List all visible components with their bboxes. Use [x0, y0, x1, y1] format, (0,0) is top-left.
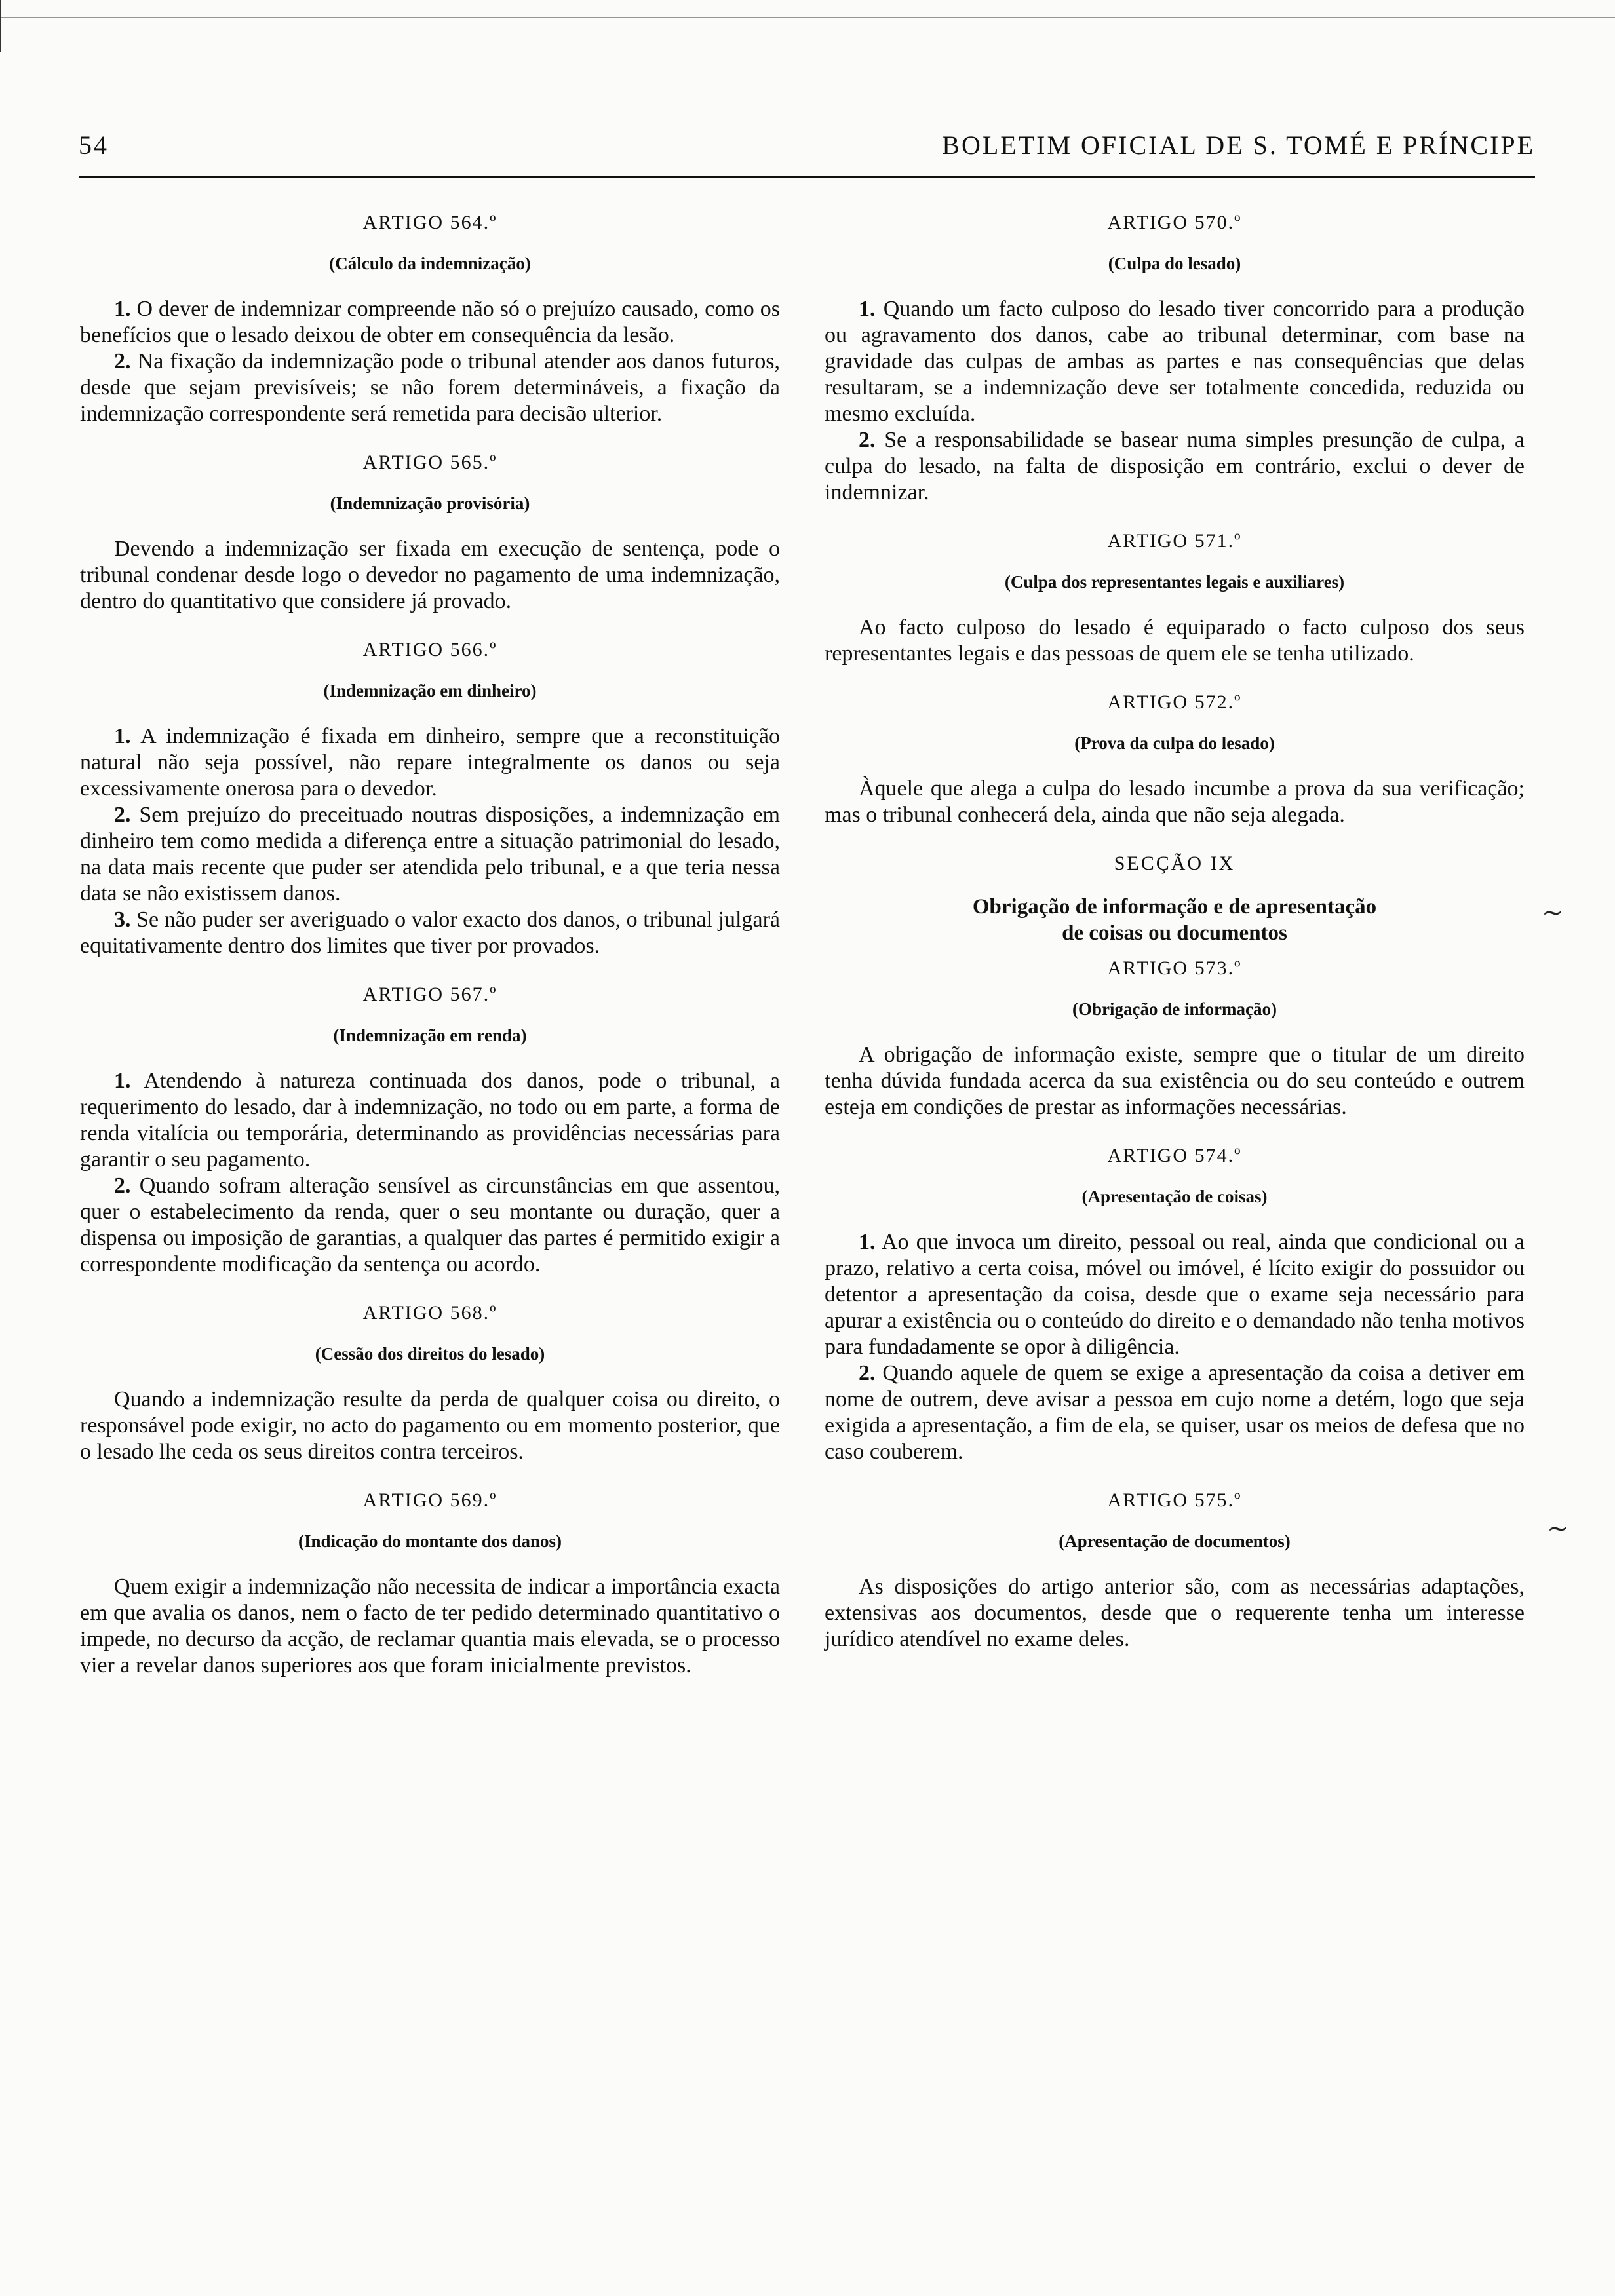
paragraph-number: 1. — [114, 297, 131, 321]
paragraph-text: Devendo a indemnização ser fixada em execução de sentença, pode o tribunal condenar desde logo o devedor no pagamento de uma indemnização, dentro do quantitativo que considere já provado. — [80, 537, 780, 613]
paragraph — [80, 296, 780, 349]
paragraph — [80, 802, 780, 907]
article-572 — [825, 689, 1525, 828]
scan-edge-line — [0, 17, 1615, 18]
article-565 — [80, 450, 780, 615]
page-number: 54 — [79, 130, 109, 160]
article-566 — [80, 637, 780, 959]
article-570 — [825, 210, 1525, 506]
article-574 — [825, 1143, 1525, 1465]
article-number: ARTIGO 574.º — [1107, 1145, 1242, 1166]
article-number: ARTIGO 571.º — [1107, 530, 1242, 552]
page-header — [79, 126, 1535, 172]
paragraph-number: 2. — [114, 349, 131, 373]
article-564 — [80, 210, 780, 427]
article-title: (Prova da culpa do lesado) — [1074, 733, 1275, 753]
paragraph — [825, 296, 1525, 427]
section-ix — [825, 851, 1525, 946]
article-number: ARTIGO 566.º — [362, 639, 497, 660]
paragraph — [80, 723, 780, 802]
paragraph-number: 1. — [114, 724, 131, 748]
paragraph — [80, 907, 780, 959]
article-title: (Culpa dos representantes legais e auxiliares) — [1004, 572, 1345, 592]
article-number: ARTIGO 572.º — [1107, 691, 1242, 713]
paragraph-text: Quando um facto culposo do lesado tiver concorrido para a produção ou agravamento dos danos, cabe ao tribunal determinar, com base na gravidade das culpas de ambas as partes e nas consequências que delas resultaram, se a indemnização deve ser totalmente concedida, reduzida ou mesmo excluída. — [825, 297, 1525, 426]
paragraph-text: O dever de indemnizar compreende não só o prejuízo causado, como os benefícios que o lesado deixou de obter em consequência da lesão. — [80, 297, 780, 347]
paragraph-text: Quando a indemnização resulte da perda de qualquer coisa ou direito, o responsável pode exigir, no acto do pagamento ou em momento posterior, que o lesado lhe ceda os seus direitos contra terceiros. — [80, 1387, 780, 1464]
right-column — [825, 197, 1525, 1653]
paragraph-text: Quando aquele de quem se exige a apresentação da coisa a detiver em nome de outrem, deve avisar a pessoa em cujo nome a detém, logo que seja exigida a apresentação, a fim de ela, se quiser, usar os meios de defesa que no caso couberem. — [825, 1361, 1525, 1464]
paragraph — [80, 1173, 780, 1278]
paragraph — [80, 1068, 780, 1173]
paragraph-number: 1. — [859, 297, 876, 321]
paragraph-number: 2. — [114, 1174, 131, 1198]
paragraph — [80, 349, 780, 427]
article-title: (Indemnização em dinheiro) — [323, 681, 537, 700]
paragraph-number: 2. — [859, 1361, 876, 1385]
paragraph-text: Quando sofram alteração sensível as circunstâncias em que assentou, quer o estabelecimento da renda, quer o seu montante ou duração, quer a dispensa ou imposição de garantias, a qualquer das partes é permitido exigir a correspondente modificação da sentença ou acordo. — [80, 1174, 780, 1276]
paragraph-text: Quem exigir a indemnização não necessita de indicar a importância exacta em que avalia os danos, nem o facto de ter pedido determinado quantitativo o impede, no decurso da acção, de reclamar quantia mais elevada, se o processo vier a revelar danos superiores aos que foram inicialmente previstos. — [80, 1575, 780, 1677]
paragraph-text: Sem prejuízo do preceituado noutras disposições, a indemnização em dinheiro tem como medida a diferença entre a situação patrimonial do lesado, na data mais recente que puder ser atendida pelo tribunal, e a que teria nessa data se não existissem danos. — [80, 803, 780, 906]
paragraph-number: 1. — [114, 1069, 131, 1093]
paragraph-number: 2. — [859, 428, 876, 452]
article-number: ARTIGO 564.º — [362, 212, 497, 233]
paragraph-text: As disposições do artigo anterior são, com as necessárias adaptações, extensivas aos documentos, desde que o requerente tenha um interesse jurídico atendível no exame deles. — [825, 1575, 1525, 1651]
article-title: (Cessão dos direitos do lesado) — [315, 1344, 545, 1364]
article-number: ARTIGO 575.º — [1107, 1489, 1242, 1511]
article-number: ARTIGO 565.º — [362, 451, 497, 473]
article-title: (Apresentação de coisas) — [1081, 1187, 1268, 1206]
paragraph — [825, 1229, 1525, 1360]
article-575 — [825, 1487, 1525, 1653]
scan-corner-mark — [0, 0, 1, 52]
article-568 — [80, 1300, 780, 1465]
article-title: (Apresentação de documentos) — [1059, 1531, 1291, 1551]
section-title — [825, 894, 1525, 946]
section-title-line: de coisas ou documentos — [1062, 921, 1287, 945]
paragraph-text: Se não puder ser averiguado o valor exacto dos danos, o tribunal julgará equitativamente dentro dos limites que tiver por provados. — [80, 908, 780, 958]
paragraph-text: A indemnização é fixada em dinheiro, sempre que a reconstituição natural não seja possível, não repare integralmente os danos ou seja excessivamente onerosa para o devedor. — [80, 724, 781, 801]
article-571 — [825, 528, 1525, 667]
paragraph-number: 1. — [859, 1230, 876, 1254]
section-label: SECÇÃO IX — [1114, 852, 1236, 874]
paragraph-number: 3. — [114, 908, 131, 932]
article-title: (Indemnização provisória) — [330, 493, 530, 513]
article-title: (Indicação do montante dos danos) — [298, 1531, 562, 1551]
paragraph-text: Àquele que alega a culpa do lesado incumbe a prova da sua verificação; mas o tribunal conhecerá dela, ainda que não seja alegada. — [825, 776, 1525, 827]
paragraph-text: A obrigação de informação existe, sempre que o titular de um direito tenha dúvida fundada acerca da sua existência ou do seu conteúdo e outrem esteja em condições de prestar as informações necessárias. — [825, 1043, 1525, 1119]
article-569 — [80, 1487, 780, 1679]
article-title: (Culpa do lesado) — [1108, 254, 1241, 273]
paragraph-text: Atendendo à natureza continuada dos danos, pode o tribunal, a requerimento do lesado, dar à indemnização, no todo ou em parte, a forma de renda vitalícia ou temporária, determinando as providências necessárias para garantir o seu pagamento. — [80, 1069, 781, 1172]
article-number: ARTIGO 569.º — [362, 1489, 497, 1511]
article-number: ARTIGO 570.º — [1107, 212, 1242, 233]
article-number: ARTIGO 568.º — [362, 1302, 497, 1324]
left-column — [80, 197, 780, 1679]
header-rule — [79, 176, 1535, 178]
section-title-line: Obrigação de informação e de apresentação — [972, 895, 1377, 919]
article-567 — [80, 982, 780, 1278]
journal-title: BOLETIM OFICIAL DE S. TOMÉ E PRÍNCIPE — [942, 130, 1535, 160]
paragraph-text: Ao facto culposo do lesado é equiparado o facto culposo dos seus representantes legais e das pessoas de quem ele se tenha utilizado. — [825, 615, 1525, 666]
paragraph-text: Na fixação da indemnização pode o tribunal atender aos danos futuros, desde que sejam previsíveis; se não forem determináveis, a fixação da indemnização correspondente será remetida para decisão ulterior. — [80, 349, 781, 426]
scan-mark-icon: ∼ — [1542, 898, 1564, 928]
paragraph-text: Se a responsabilidade se basear numa simples presunção de culpa, a culpa do lesado, na falta de disposição em contrário, exclui o dever de indemnizar. — [825, 428, 1525, 505]
article-number: ARTIGO 567.º — [362, 984, 497, 1005]
article-title: (Cálculo da indemnização) — [329, 254, 531, 273]
article-number: ARTIGO 573.º — [1107, 957, 1242, 979]
article-title: (Indemnização em renda) — [333, 1025, 527, 1045]
article-title: (Obrigação de informação) — [1072, 999, 1277, 1019]
scan-mark-icon: ∼ — [1547, 1514, 1569, 1544]
paragraph-text: Ao que invoca um direito, pessoal ou real, ainda que condicional ou a prazo, relativo a certa coisa, móvel ou imóvel, é lícito exigir do possuidor ou detentor a apresentação da coisa, desde que o exame seja necessário para apurar a existência ou o conteúdo do direito e o demandado não tenha motivos para fundadamente se opor à diligência. — [825, 1230, 1525, 1359]
article-573 — [825, 955, 1525, 1120]
paragraph — [825, 1360, 1525, 1465]
paragraph — [825, 427, 1525, 506]
paragraph-number: 2. — [114, 803, 131, 827]
